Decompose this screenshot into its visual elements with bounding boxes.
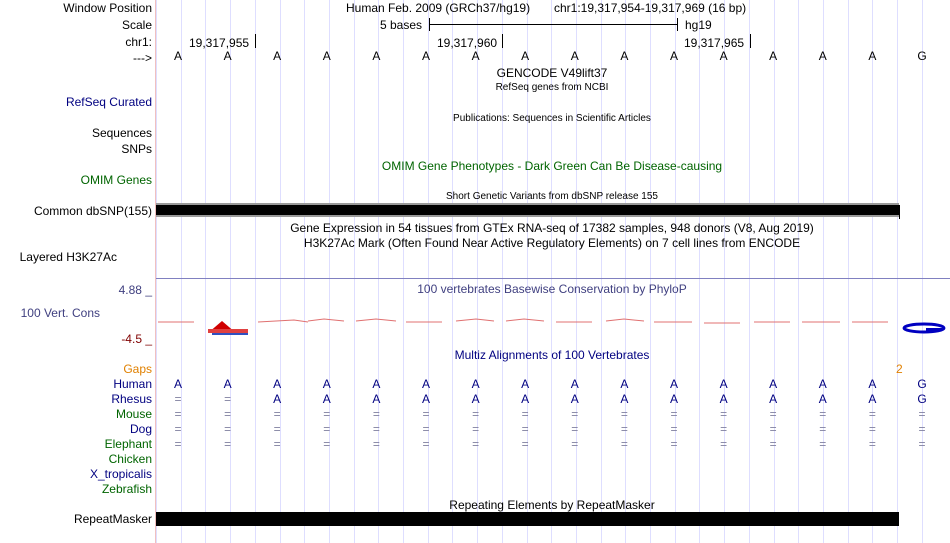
label-species-mouse[interactable]: Mouse: [115, 407, 152, 421]
alignment-cell-elephant: =: [769, 437, 777, 451]
label-common-dbsnp[interactable]: Common dbSNP(155): [33, 204, 152, 218]
alignment-cell-elephant: =: [372, 437, 380, 451]
alignment-cell-elephant: =: [472, 437, 480, 451]
alignment-cell-mouse: =: [918, 407, 926, 421]
alignment-cell-dog: =: [670, 422, 678, 436]
label-cons-min: -4.5 _: [121, 332, 152, 346]
conservation-plot: [156, 300, 950, 340]
repeatmasker-feature-bar[interactable]: [156, 512, 899, 526]
track-area[interactable]: [156, 0, 950, 543]
alignment-cell-rhesus: A: [421, 392, 431, 406]
scale-bar-right-tick: [677, 18, 678, 31]
alignment-cell-mouse: =: [868, 407, 876, 421]
label-species-elephant[interactable]: Elephant: [104, 437, 152, 451]
alignment-cell-mouse: =: [422, 407, 430, 421]
label-window-position: Window Position: [63, 1, 152, 15]
base-letter: A: [223, 49, 232, 63]
scale-text: 5 bases: [380, 18, 423, 32]
alignment-cell-human: G: [917, 377, 927, 391]
label-omim-genes[interactable]: OMIM Genes: [80, 173, 152, 187]
alignment-cell-dog: =: [224, 422, 232, 436]
alignment-cell-rhesus: A: [868, 392, 877, 406]
label-species-rhesus[interactable]: Rhesus: [111, 392, 152, 406]
alignment-cell-rhesus: A: [570, 392, 579, 406]
alignment-cell-dog: =: [720, 422, 728, 436]
cons-mark-7: [456, 319, 494, 321]
label-snps[interactable]: SNPs: [121, 142, 152, 156]
alignment-cell-dog: =: [422, 422, 430, 436]
cons-mark-3: [258, 320, 308, 322]
alignment-cell-human: A: [620, 377, 629, 391]
alignment-cell-human: A: [669, 377, 679, 391]
alignment-cell-elephant: =: [918, 437, 926, 451]
alignment-cell-dog: =: [521, 422, 529, 436]
alignment-cell-rhesus: A: [372, 392, 381, 406]
dbsnp-feature-end: [899, 205, 900, 219]
alignment-cell-rhesus: =: [224, 392, 232, 406]
alignment-cell-mouse: =: [571, 407, 579, 421]
alignment-cell-elephant: =: [868, 437, 876, 451]
gap-count: 2: [896, 362, 903, 376]
alignment-cell-mouse: =: [720, 407, 728, 421]
alignment-cell-human: A: [372, 377, 381, 391]
coord-tick-1: [255, 34, 256, 48]
label-cons-max: 4.88 _: [118, 283, 152, 297]
alignment-cell-mouse: =: [670, 407, 678, 421]
scale-bar-line: [429, 24, 677, 25]
alignment-cell-elephant: =: [174, 437, 182, 451]
base-letter: A: [719, 49, 728, 63]
coord-tick-3: [750, 34, 751, 48]
alignment-cell-dog: =: [918, 422, 926, 436]
alignment-cell-human: A: [322, 377, 331, 391]
alignment-cell-rhesus: A: [769, 392, 778, 406]
label-sequences[interactable]: Sequences: [91, 126, 152, 140]
alignment-cell-mouse: =: [174, 407, 182, 421]
label-species-human[interactable]: Human: [113, 377, 152, 391]
db-name: hg19: [685, 18, 712, 32]
base-letter: A: [669, 49, 679, 63]
multiz-track-title[interactable]: Multiz Alignments of 100 Vertebrates: [454, 348, 650, 362]
alignment-cell-human: A: [471, 377, 480, 391]
alignment-cell-elephant: =: [720, 437, 728, 451]
alignment-cell-human: A: [223, 377, 232, 391]
alignment-cell-dog: =: [472, 422, 480, 436]
alignment-cell-human: A: [521, 377, 530, 391]
cons-top-line: [156, 278, 950, 279]
base-letter: A: [521, 49, 530, 63]
label-layered-h3k27ac[interactable]: Layered H3K27Ac: [19, 250, 117, 264]
publications-track-title[interactable]: Publications: Sequences in Scientific Articles: [453, 113, 651, 124]
refseq-track-subtitle: RefSeq genes from NCBI: [495, 82, 609, 93]
alignment-cell-mouse: =: [372, 407, 380, 421]
alignment-cell-elephant: =: [819, 437, 827, 451]
alignment-cell-dog: =: [769, 422, 777, 436]
cons-logo-g: [904, 324, 944, 332]
base-letter: A: [570, 49, 579, 63]
label-repeatmasker[interactable]: RepeatMasker: [73, 512, 152, 526]
cons-mark-4: [308, 319, 344, 321]
alignment-cell-elephant: =: [620, 437, 628, 451]
label-species-x-tropicalis[interactable]: X_tropicalis: [89, 467, 152, 481]
label-100-vert-cons[interactable]: 100 Vert. Cons: [20, 306, 100, 320]
cons-mark-5: [356, 319, 396, 321]
label-species-dog[interactable]: Dog: [129, 422, 152, 436]
coord-tick-2: [502, 34, 503, 48]
track-label-sidebar: [0, 0, 155, 543]
alignment-cell-rhesus: =: [174, 392, 182, 406]
window-position-value: chr1:19,317,954-19,317,969 (16 bp): [554, 1, 747, 15]
alignment-cell-rhesus: A: [322, 392, 331, 406]
base-letter: A: [868, 49, 877, 63]
cons-mark-8: [506, 319, 544, 321]
alignment-cell-rhesus: A: [521, 392, 530, 406]
alignment-cell-mouse: =: [273, 407, 281, 421]
alignment-cell-rhesus: A: [273, 392, 282, 406]
alignment-cell-rhesus: G: [917, 392, 927, 406]
base-letter: G: [917, 49, 927, 63]
alignment-cell-mouse: =: [620, 407, 628, 421]
conservation-track-title[interactable]: 100 vertebrates Basewise Conservation by PhyloP: [417, 282, 687, 296]
alignment-cell-elephant: =: [224, 437, 232, 451]
alignment-cell-human: A: [173, 377, 183, 391]
alignment-cell-human: A: [273, 377, 282, 391]
alignment-cell-elephant: =: [670, 437, 678, 451]
gencode-track-title[interactable]: GENCODE V49lift37: [496, 66, 608, 80]
alignment-cell-elephant: =: [273, 437, 281, 451]
cons-logo-a: [208, 321, 248, 335]
alignment-cell-rhesus: A: [669, 392, 679, 406]
gtex-track-title[interactable]: Gene Expression in 54 tissues from GTEx RNA-seq of 17382 samples, 948 donors (V8, Aug 2019): [290, 221, 814, 235]
alignment-cell-elephant: =: [422, 437, 430, 451]
alignment-cell-human: A: [719, 377, 728, 391]
omim-phenotypes-track-title[interactable]: OMIM Gene Phenotypes - Dark Green Can Be Disease-causing: [381, 159, 723, 173]
alignment-cell-rhesus: A: [719, 392, 728, 406]
alignment-cell-human: A: [868, 377, 877, 391]
alignment-cell-dog: =: [620, 422, 628, 436]
alignment-cell-dog: =: [868, 422, 876, 436]
repeatmasker-track-title[interactable]: Repeating Elements by RepeatMasker: [449, 498, 655, 512]
base-letter: A: [173, 49, 183, 63]
alignment-cell-elephant: =: [571, 437, 579, 451]
base-letter: A: [322, 49, 331, 63]
coord-label-2: 19,317,960: [437, 36, 498, 50]
base-letter: A: [273, 49, 282, 63]
coord-label-3: 19,317,965: [684, 36, 745, 50]
alignment-cell-dog: =: [323, 422, 331, 436]
alignment-cell-rhesus: A: [818, 392, 827, 406]
cons-mark-10: [606, 319, 644, 321]
alignment-cell-rhesus: A: [620, 392, 629, 406]
alignment-cell-human: A: [769, 377, 778, 391]
alignment-cell-dog: =: [372, 422, 380, 436]
alignment-cell-dog: =: [273, 422, 281, 436]
label-strand: --->: [133, 51, 152, 65]
label-refseq-curated[interactable]: RefSeq Curated: [65, 95, 152, 109]
label-gaps[interactable]: Gaps: [123, 362, 152, 376]
alignment-cell-dog: =: [174, 422, 182, 436]
assembly-title: Human Feb. 2009 (GRCh37/hg19): [346, 1, 531, 15]
coord-label-1: 19,317,955: [189, 36, 250, 50]
alignment-cell-human: A: [421, 377, 431, 391]
base-letter: A: [372, 49, 381, 63]
base-letter: A: [620, 49, 629, 63]
alignment-cell-elephant: =: [323, 437, 331, 451]
alignment-cell-mouse: =: [224, 407, 232, 421]
dbsnp-feature-bar[interactable]: [156, 203, 899, 217]
alignment-cell-mouse: =: [769, 407, 777, 421]
alignment-cell-human: A: [570, 377, 579, 391]
alignment-cell-mouse: =: [819, 407, 827, 421]
dbsnp-track-title[interactable]: Short Genetic Variants from dbSNP release 155: [446, 191, 658, 202]
alignment-cell-mouse: =: [472, 407, 480, 421]
base-letter: A: [769, 49, 778, 63]
label-scale: Scale: [121, 18, 152, 32]
label-species-zebrafish[interactable]: Zebrafish: [101, 482, 152, 496]
base-letter: A: [471, 49, 480, 63]
alignment-cell-elephant: =: [521, 437, 529, 451]
alignment-cell-dog: =: [819, 422, 827, 436]
alignment-cell-rhesus: A: [471, 392, 480, 406]
h3k27ac-track-title[interactable]: H3K27Ac Mark (Often Found Near Active Regulatory Elements) on 7 cell lines from ENCODE: [303, 236, 801, 250]
alignment-cell-human: A: [818, 377, 827, 391]
alignment-cell-mouse: =: [323, 407, 331, 421]
alignment-cell-mouse: =: [521, 407, 529, 421]
base-letter: A: [421, 49, 431, 63]
label-chr: chr1:: [125, 35, 152, 49]
label-species-chicken[interactable]: Chicken: [108, 452, 152, 466]
alignment-cell-dog: =: [571, 422, 579, 436]
base-letter: A: [818, 49, 827, 63]
